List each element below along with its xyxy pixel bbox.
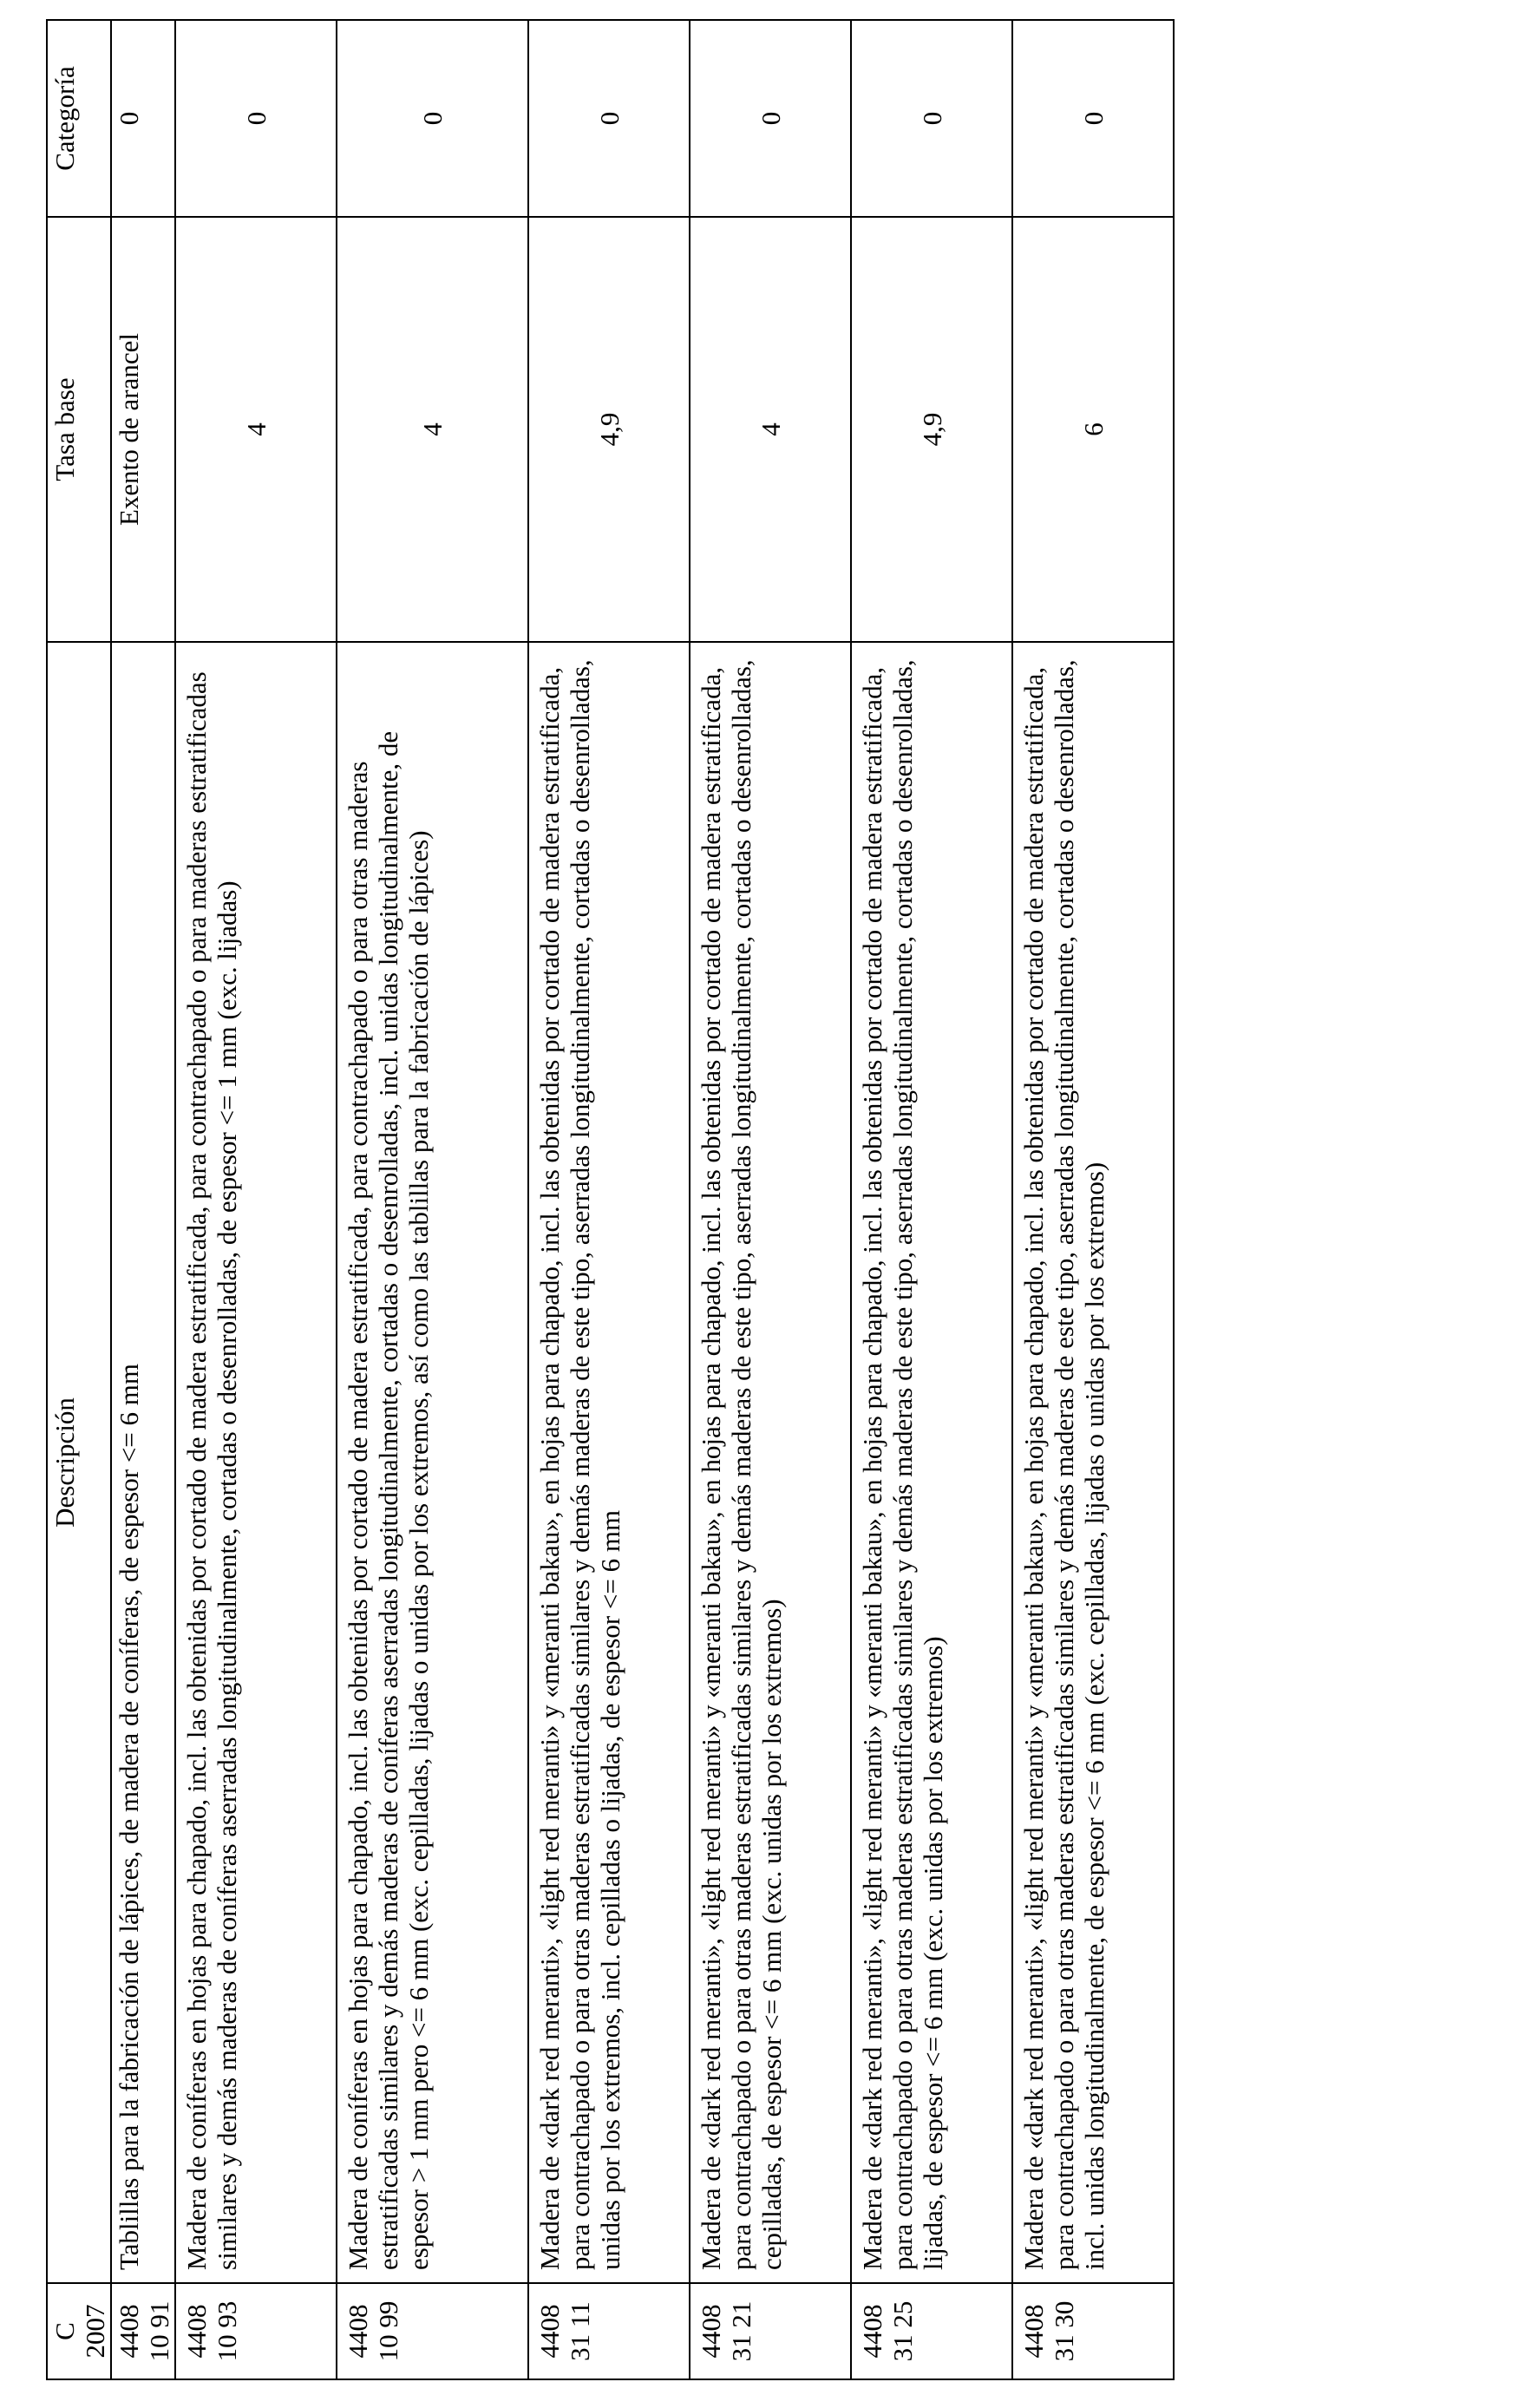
table-row — [337, 20, 528, 2379]
row-rate: 4,9 — [851, 217, 1012, 642]
row-category: 0 — [175, 20, 337, 217]
row-code: 4408 31 30 — [1012, 2283, 1174, 2379]
row-category: 0 — [1012, 20, 1174, 217]
table-row — [111, 20, 175, 2379]
row-description: Madera de coníferas en hojas para chapado, incl. las obtenidas por cortado de madera estratificada, para contrachapado o para maderas estratificadas similares y demás maderas de coníferas aserradas longitudinalmente, cortadas o desenrolladas, de espesor <= 1 mm (exc. lijadas) — [175, 642, 337, 2283]
row-description: Madera de «dark red meranti», «light red meranti» y «meranti bakau», en hojas para chapado, incl. las obtenidas por cortado de madera estratificada, para contrachapado o para otras maderas estratificadas similares y demás maderas de este tipo, aserradas longitudinalmente, cortadas o desenrolladas, unidas por los extremos, incl. cepilladas o lijadas, de espesor <= 6 mm — [528, 642, 690, 2283]
row-rate: 4,9 — [528, 217, 690, 642]
row-code: 4408 10 99 — [337, 2283, 528, 2379]
row-category: 0 — [528, 20, 690, 217]
table-header-row — [47, 20, 111, 2379]
row-description: Madera de «dark red meranti», «light red meranti» y «meranti bakau», en hojas para chapado, incl. las obtenidas por cortado de madera estratificada, para contrachapado o para otras maderas estratificadas similares y demás maderas de este tipo, aserradas longitudinalmente, cortadas o desenrolladas, cepilladas, de espesor <= 6 mm (exc. unidas por los extremos) — [690, 642, 851, 2283]
row-code: 4408 31 25 — [851, 2283, 1012, 2379]
row-rate: 4 — [337, 217, 528, 642]
row-description: Madera de «dark red meranti», «light red meranti» y «meranti bakau», en hojas para chapado, incl. las obtenidas por cortado de madera estratificada, para contrachapado o para otras maderas estratificadas similares y demás maderas de este tipo, aserradas longitudinalmente, cortadas o desenrolladas, lijadas, de espesor <= 6 mm (exc. unidas por los extremos) — [851, 642, 1012, 2283]
row-code: 4408 10 91 — [111, 2283, 175, 2379]
row-description: Madera de «dark red meranti», «light red meranti» y «meranti bakau», en hojas para chapado, incl. las obtenidas por cortado de madera estratificada, para contrachapado o para otras maderas estratificadas similares y demás maderas de este tipo, aserradas longitudinalmente, cortadas o desenrolladas, incl. unidas longitudinalmente, de espesor <= 6 mm (exc. cepilladas, lijadas o unidas por los extremos) — [1012, 642, 1174, 2283]
table-row — [690, 20, 851, 2379]
row-category: 0 — [111, 20, 175, 217]
rotated-page — [46, 21, 1109, 2380]
tariff-table — [46, 19, 1175, 2380]
row-category: 0 — [337, 20, 528, 217]
table-row — [1012, 20, 1174, 2379]
row-category: 0 — [690, 20, 851, 217]
header-category: Categoría — [47, 20, 111, 217]
row-rate: 4 — [690, 217, 851, 642]
row-code: 4408 10 93 — [175, 2283, 337, 2379]
table-row — [851, 20, 1012, 2379]
row-description: Tablillas para la fabricación de lápices, de madera de coníferas, de espesor <= 6 mm — [111, 642, 175, 2283]
row-rate: 6 — [1012, 217, 1174, 642]
header-code: C 2007 — [47, 2283, 111, 2379]
row-rate: Exento de arancel — [111, 217, 175, 642]
row-code: 4408 31 21 — [690, 2283, 851, 2379]
row-code: 4408 31 11 — [528, 2283, 690, 2379]
table-row — [528, 20, 690, 2379]
row-description: Madera de coníferas en hojas para chapado, incl. las obtenidas por cortado de madera estratificada, para contrachapado o para otras maderas estratificadas similares y demás maderas de coníferas aserradas longitudinalmente, cortadas o desenrolladas, incl. unidas longitudinalmente, de espesor > 1 mm pero <= 6 mm (exc. cepilladas, lijadas o unidas por los extremos, así como las tablillas para la fabricación de lápices) — [337, 642, 528, 2283]
header-rate: Tasa base — [47, 217, 111, 642]
row-rate: 4 — [175, 217, 337, 642]
header-description: Descripción — [47, 642, 111, 2283]
table-row — [175, 20, 337, 2379]
row-category: 0 — [851, 20, 1012, 217]
